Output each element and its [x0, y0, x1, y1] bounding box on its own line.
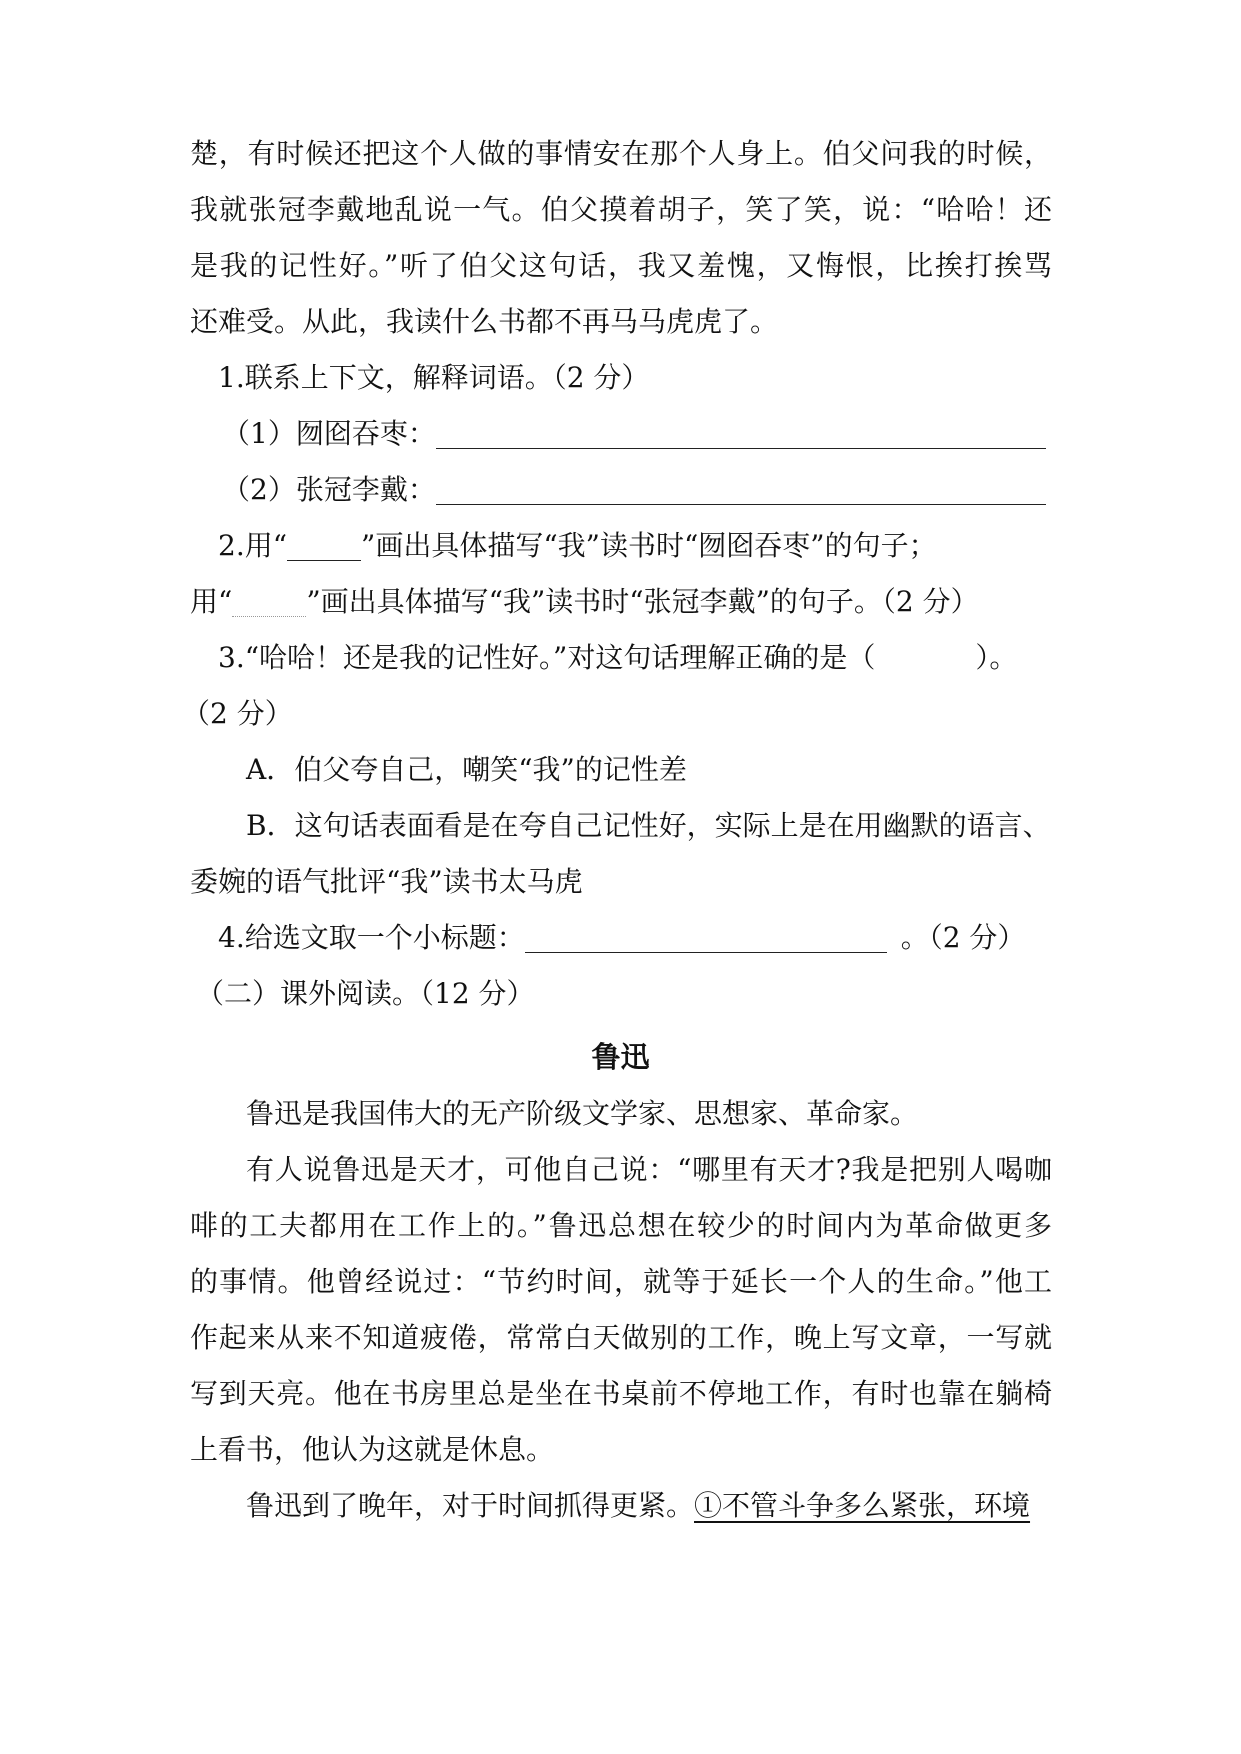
passage1-line-4: 还难受。从此，我读什么书都不再马马虎虎了。	[190, 305, 779, 338]
article-paragraph-2-line-3: 的事情。他曾经说过：“节约时间，就等于延长一个人的生命。”他工	[190, 1265, 1052, 1298]
question-3-option-b-line-2: 委婉的语气批评“我”读书太马虎	[190, 865, 583, 898]
passage1-line-1: 楚，有时候还把这个人做的事情安在那个人身上。伯父问我的时候，	[190, 137, 1052, 170]
question-3-option-a: A．伯父夸自己，嘲笑“我”的记性差	[246, 753, 687, 786]
article-paragraph-2-line-5: 写到天亮。他在书房里总是坐在书桌前不停地工作，有时也靠在躺椅	[190, 1377, 1052, 1410]
question-3-stem: 3.“哈哈！还是我的记性好。”对这句话理解正确的是（	[218, 641, 876, 674]
question-2-suffix-2: ”画出具体描写“我”读书时“张冠李戴”的句子。（2 分）	[306, 585, 979, 618]
section-2-heading: （二）课外阅读。（12 分）	[196, 977, 535, 1010]
answer-blank-title[interactable]	[525, 952, 887, 953]
article-paragraph-2-line-4: 作起来从来不知道疲倦，常常白天做别的工作，晚上写文章，一写就	[190, 1321, 1052, 1354]
question-1-item-1-label: （1）囫囵吞枣：	[222, 417, 436, 450]
question-2-line-1	[218, 526, 1052, 566]
question-3-option-b-line-1: B．这句话表面看是在夸自己记性好，实际上是在用幽默的语言、	[246, 809, 1051, 842]
question-2-suffix-1: ”画出具体描写“我”读书时“囫囵吞枣”的句子；	[361, 529, 937, 562]
question-2-prefix-2: 用“	[190, 585, 233, 618]
straight-underline-sample	[287, 560, 361, 561]
underlined-sentence-1: ①不管斗争多么紧张，环境	[694, 1489, 1031, 1522]
question-3-points: （2 分）	[182, 697, 293, 730]
question-1-item-2-label: （2）张冠李戴：	[222, 473, 436, 506]
article-title: 鲁迅	[591, 1040, 650, 1074]
question-2-prefix-1: 2.用“	[218, 529, 288, 562]
question-1-stem: 1.联系上下文，解释词语。（2 分）	[218, 361, 650, 394]
question-2-line-2	[190, 582, 1052, 622]
answer-blank-1[interactable]	[436, 448, 1046, 449]
article-paragraph-2-line-6: 上看书，他认为这就是休息。	[190, 1433, 555, 1466]
question-3-line	[218, 638, 1052, 678]
passage1-line-3: 是我的记性好。”听了伯父这句话，我又羞愧，又悔恨，比挨打挨骂	[190, 249, 1052, 282]
question-4-end: 。（2 分）	[900, 921, 1026, 954]
wavy-underline-sample	[232, 616, 306, 617]
article-paragraph-3-text: 鲁迅到了晚年，对于时间抓得更紧。	[246, 1489, 695, 1522]
passage1-line-2: 我就张冠李戴地乱说一气。伯父摸着胡子，笑了笑，说：“哈哈！还	[190, 193, 1052, 226]
article-paragraph-3-line-1	[246, 1486, 1052, 1526]
question-4-line	[218, 918, 1052, 958]
article-paragraph-1: 鲁迅是我国伟大的无产阶级文学家、思想家、革命家。	[246, 1097, 919, 1130]
answer-blank-2[interactable]	[436, 504, 1046, 505]
article-paragraph-2-line-1: 有人说鲁迅是天才，可他自己说：“哪里有天才?我是把别人喝咖	[246, 1153, 1052, 1186]
question-1-item-2	[222, 470, 1052, 510]
question-1-item-1	[222, 414, 1052, 454]
article-paragraph-2-line-2: 啡的工夫都用在工作上的。”鲁迅总想在较少的时间内为革命做更多	[190, 1209, 1052, 1242]
question-3-stem-end: ）。	[975, 641, 1018, 674]
question-4-stem: 4.给选文取一个小标题：	[218, 921, 525, 954]
